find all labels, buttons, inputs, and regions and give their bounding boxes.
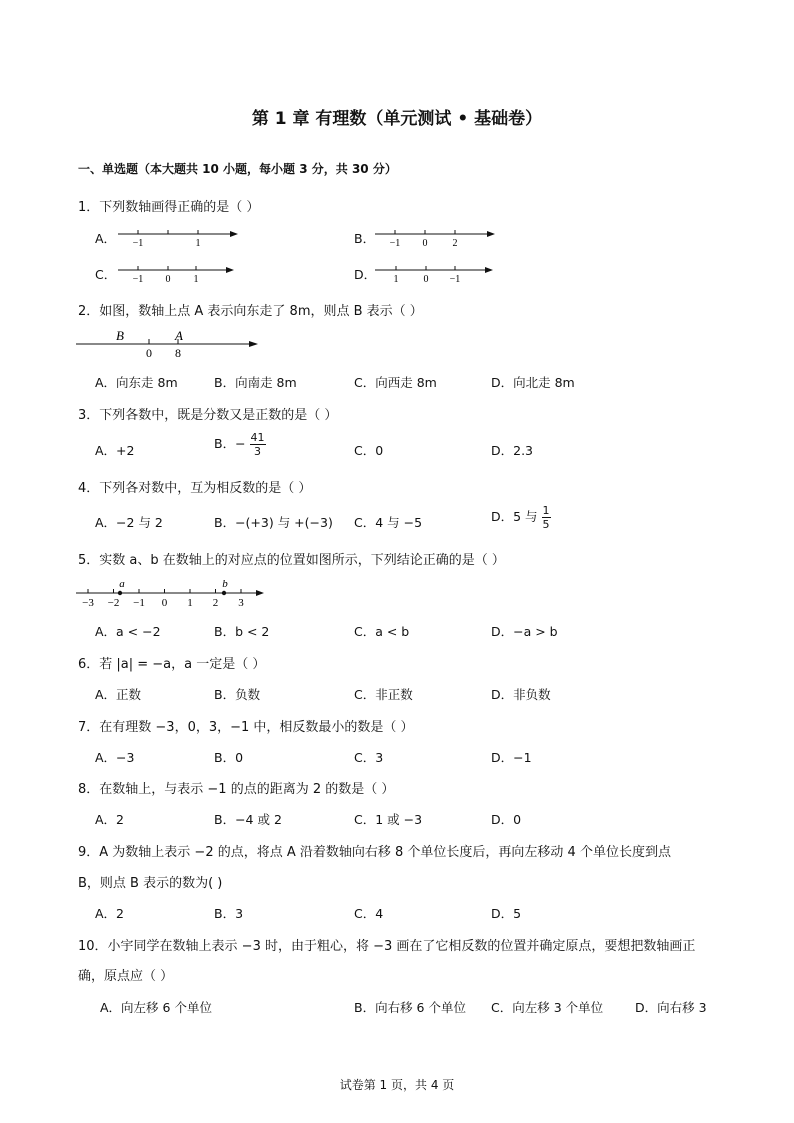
q1-option-a-numberline: [116, 224, 240, 250]
q1-option-b-numberline: [373, 224, 497, 250]
tick-label: 1: [195, 238, 201, 249]
point-b: [222, 591, 226, 595]
tick-label: −2: [107, 597, 120, 609]
question-6-stem: 6．若 |a| = −a，a 一定是（ ）: [78, 657, 266, 672]
tick-label: −1: [132, 238, 144, 249]
q10-option-b: B．向右移 6 个单位: [354, 1000, 466, 1015]
point-b-label: b: [222, 578, 228, 590]
q3-option-a: A．+2: [95, 443, 135, 458]
point-a-label: A: [175, 328, 183, 343]
tick-label: −1: [449, 274, 461, 285]
question-9-stem-line1: 9．A 为数轴上表示 −2 的点，将点 A 沿着数轴向右移 8 个单位长度后，再向左移动 4 个单位长度到点: [78, 845, 671, 860]
q5-option-d: D．−a > b: [491, 624, 558, 639]
numerator: 41: [250, 431, 265, 444]
question-7-stem: 7．在有理数 −3，0，3，−1 中，相反数最小的数是（ ）: [78, 720, 414, 735]
tick-label: −1: [132, 274, 144, 285]
question-4-stem: 4．下列各对数中，互为相反数的是（ ）: [78, 481, 312, 496]
q1-option-b-label: B．: [354, 231, 376, 246]
q2-option-b: B．向南走 8m: [214, 375, 297, 390]
q8-option-c: C．1 或 −3: [354, 812, 423, 827]
tick-label: 1: [193, 274, 199, 285]
q1-option-d-label: D．: [354, 267, 377, 282]
denominator: 5: [542, 518, 550, 531]
section-heading: 一、单选题（本大题共 10 小题，每小题 3 分，共 30 分）: [78, 162, 397, 176]
q3-option-b-label: B．: [214, 436, 236, 451]
question-1-stem: 1．下列数轴画得正确的是（ ）: [78, 200, 260, 215]
q3-option-b-sign: −: [235, 436, 246, 451]
q6-option-a: A．正数: [95, 687, 142, 702]
q9-option-a: A．2: [95, 906, 125, 921]
q2-option-a: A．向东走 8m: [95, 375, 178, 390]
q4-option-d-label: D．5 与: [491, 509, 538, 524]
q1-option-a-label: A．: [95, 231, 117, 246]
q5-option-c: C．a < b: [354, 624, 410, 639]
point-a-label: a: [119, 578, 125, 590]
q5-option-a: A．a < −2: [95, 624, 161, 639]
tick-label: 8: [175, 346, 181, 360]
q5-option-b: B．b < 2: [214, 624, 270, 639]
question-10-stem-line1: 10．小宇同学在数轴上表示 −3 时，由于粗心，将 −3 画在了它相反数的位置并确定原点，要想把数轴画正: [78, 939, 696, 954]
q9-option-c: C．4: [354, 906, 384, 921]
q3-option-c: C．0: [354, 443, 384, 458]
question-3-stem: 3．下列各数中，既是分数又是正数的是（ ）: [78, 408, 338, 423]
q7-option-c: C．3: [354, 750, 384, 765]
numerator: 1: [542, 504, 550, 517]
question-9-stem-line2: B，则点 B 表示的数为( ): [78, 876, 223, 891]
q5-numberline-figure: [74, 576, 270, 610]
q6-option-d: D．非负数: [491, 687, 551, 702]
tick-label: −1: [389, 238, 401, 249]
tick-label: 0: [423, 274, 429, 285]
q8-option-a: A．2: [95, 812, 125, 827]
fraction: [542, 505, 551, 530]
q4-option-a: A．−2 与 2: [95, 515, 163, 530]
point-b-label: B: [116, 328, 124, 343]
q10-option-c: C．向左移 3 个单位: [491, 1000, 604, 1015]
q7-option-b: B．0: [214, 750, 244, 765]
q10-option-a: A．向左移 6 个单位: [100, 1000, 212, 1015]
tick-label: 1: [187, 597, 193, 609]
q6-option-b: B．负数: [214, 687, 261, 702]
q3-option-b: [214, 432, 266, 457]
tick-label: 3: [238, 597, 244, 609]
q7-option-a: A．−3: [95, 750, 135, 765]
fraction: [250, 432, 266, 457]
q1-option-d-numberline: [373, 260, 497, 286]
tick-label: 0: [422, 238, 428, 249]
tick-label: 1: [393, 274, 399, 285]
q3-option-d: D．2.3: [491, 443, 534, 458]
q7-option-d: D．−1: [491, 750, 532, 765]
tick-label: 0: [161, 597, 168, 609]
q4-option-b: B．−(+3) 与 +(−3): [214, 515, 333, 530]
q2-option-c: C．向西走 8m: [354, 375, 437, 390]
tick-label: −1: [133, 597, 145, 609]
point-a: [118, 591, 122, 595]
q9-option-d: D．5: [491, 906, 522, 921]
page-footer: 试卷第 1 页，共 4 页: [339, 1078, 455, 1092]
tick-label: 0: [146, 346, 152, 360]
q10-option-d: D．向右移 3: [635, 1000, 707, 1015]
q2-option-d: D．向北走 8m: [491, 375, 575, 390]
denominator: 3: [254, 445, 262, 458]
q4-option-d: [491, 505, 551, 530]
tick-label: −3: [82, 597, 94, 609]
q9-option-b: B．3: [214, 906, 244, 921]
q8-option-b: B．−4 或 2: [214, 812, 282, 827]
question-10-stem-line2: 确，原点应（ ）: [78, 969, 174, 984]
q1-option-c-label: C．: [95, 267, 117, 282]
question-8-stem: 8．在数轴上，与表示 −1 的点的距离为 2 的数是（ ）: [78, 782, 395, 797]
q8-option-d: D．0: [491, 812, 522, 827]
q2-numberline-figure: [74, 326, 264, 360]
q6-option-c: C．非正数: [354, 687, 413, 702]
q4-option-c: C．4 与 −5: [354, 515, 423, 530]
q1-option-c-numberline: [116, 260, 240, 286]
page-title: 第 1 章 有理数（单元测试 • 基础卷）: [251, 109, 543, 129]
tick-label: 2: [452, 238, 458, 249]
tick-label: 2: [212, 597, 219, 609]
question-5-stem: 5．实数 a、b 在数轴上的对应点的位置如图所示，下列结论正确的是（ ）: [78, 553, 505, 568]
tick-label: 0: [165, 274, 171, 285]
question-2-stem: 2．如图，数轴上点 A 表示向东走了 8m，则点 B 表示（ ）: [78, 304, 423, 319]
